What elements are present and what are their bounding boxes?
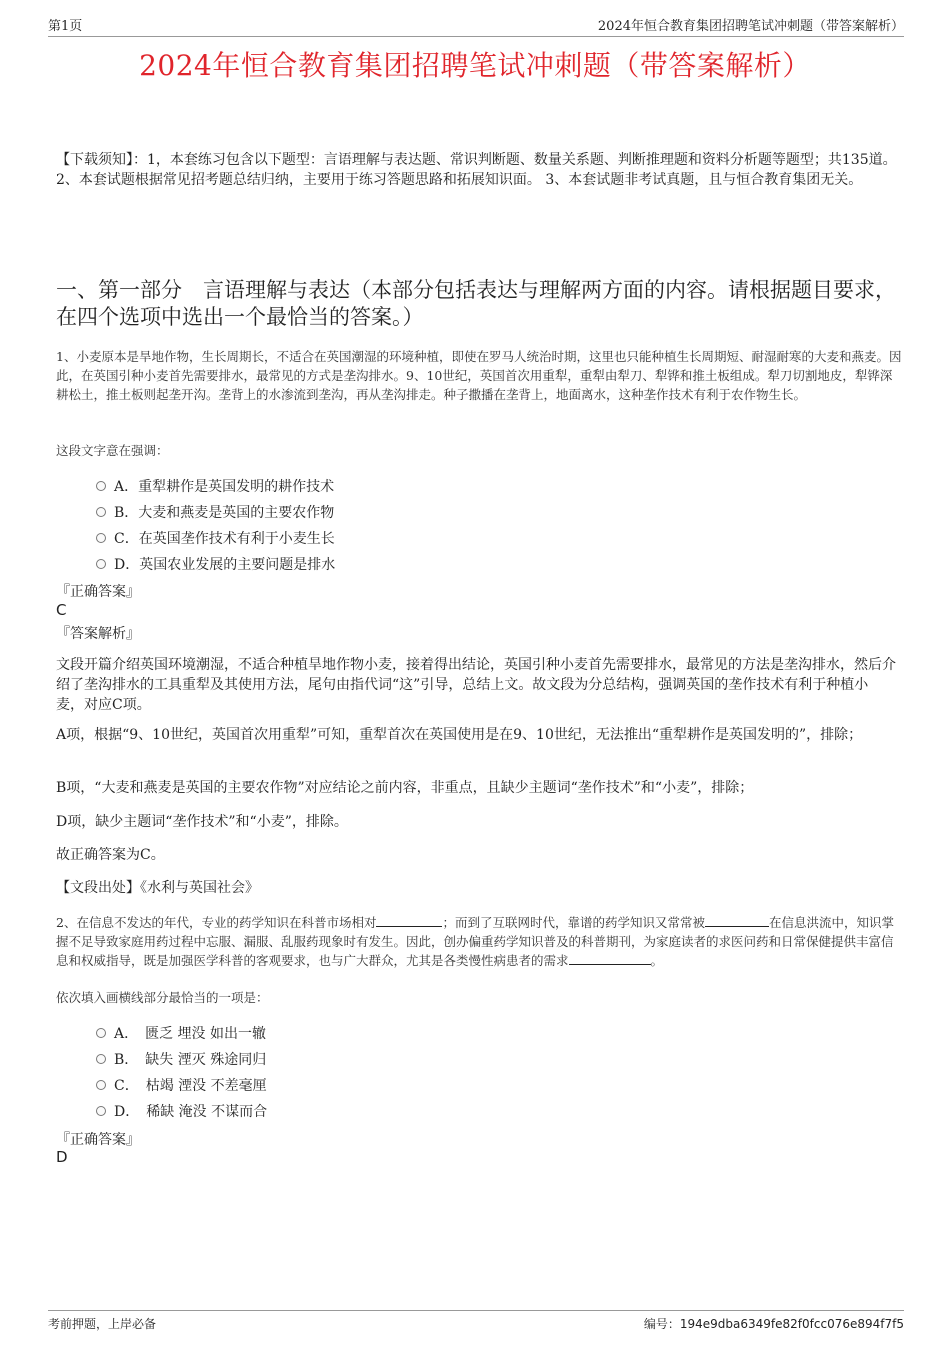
option-label: C． 枯竭 湮没 不差毫厘 <box>114 1078 267 1094</box>
header-doc-title: 2024年恒合教育集团招聘笔试冲刺题（带答案解析） <box>597 19 904 34</box>
q1-option-d[interactable] <box>96 554 335 574</box>
radio-icon[interactable] <box>96 507 106 517</box>
page-header <box>48 14 904 37</box>
section-heading: 一、第一部分 言语理解与表达（本部分包括表达与理解两方面的内容。请根据题目要求，在四个选项中选出一个最恰当的答案。） <box>56 278 896 329</box>
q2-stem-part: 在信息洪流中，知识掌握不足导致家庭用药过程中忘服、漏服、乱服药现象时有发生。因此，创办偏重药学知识普及的科普期刊，为家庭读者的求医问药和日常保健提供丰富信息和权威指导，既是加强医学科普的客观要求，也与广大群众，尤其是各类慢性病患者的需求 <box>56 915 894 968</box>
q1-stem: 1、小麦原本是旱地作物，生长周期长，不适合在英国潮湿的环境种植，即使在罗马人统治时期，这里也只能种植生长周期短、耐湿耐寒的大麦和燕麦。因此，在英国引种小麦首先需要排水，最常见的方式是垄沟排水。9、10世纪，英国首次用重犁，重犁由犁刀、犁铧和推土板组成。犁刀切割地皮，犁铧深耕松土，推土板则起垄开沟。垄背上的水渗流到垄沟，再从垄沟排走。种子撒播在垄背上，地面离水，这种垄作技术有利于农作物生长。 <box>56 349 902 402</box>
q2-option-d[interactable] <box>96 1101 267 1121</box>
q1-source: 【文段出处】《水利与英国社会》 <box>56 880 259 896</box>
q1-analysis-label: 『答案解析』 <box>56 626 140 642</box>
radio-icon[interactable] <box>96 559 106 569</box>
download-notice: 【下载须知】：1，本套练习包含以下题型：言语理解与表达题、常识判断题、数量关系题、判断推理题和资料分析题等题型；共135道。 2、本套试题根据常见招考题总结归纳，主要用于练习答题思路和拓展知识面。 3、本套试题非考试真题，且与恒合教育集团无关。 <box>56 152 897 188</box>
q1-analysis-a: A项，根据“9、10世纪，英国首次用重犁”可知，重犁首次在英国使用是在9、10世纪，无法推出“重犁耕作是英国发明的”，排除； <box>56 727 863 743</box>
footer-slogan: 考前押题，上岸必备 <box>48 1317 157 1331</box>
fill-blank-3 <box>569 952 651 965</box>
q1-analysis-summary: 文段开篇介绍英国环境潮湿，不适合种植旱地作物小麦，接着得出结论，英国引种小麦首先需要排水，最常见的方法是垄沟排水，然后介绍了垄沟排水的工具重犁及其使用方法，尾句由指代词“这”引导，总结上文。故文段为分总结构，强调英国的垄作技术有利于种植小麦，对应C项。 <box>56 657 896 713</box>
q1-option-a[interactable] <box>96 476 334 496</box>
document-code: 编号：194e9dba6349fe82f0fcc076e894f7f5 <box>643 1317 904 1331</box>
q2-question: 依次填入画横线部分最恰当的一项是： <box>56 990 269 1005</box>
radio-icon[interactable] <box>96 533 106 543</box>
option-label: D．英国农业发展的主要问题是排水 <box>114 557 336 573</box>
q2-answer: D <box>56 1148 68 1166</box>
q2-option-b[interactable] <box>96 1049 266 1069</box>
radio-icon[interactable] <box>96 1106 106 1116</box>
page-footer <box>48 1310 904 1332</box>
fill-blank-2 <box>705 914 769 927</box>
q1-answer: C <box>56 601 67 619</box>
q1-option-b[interactable] <box>96 502 334 522</box>
q1-analysis-conclusion: 故正确答案为C。 <box>56 847 165 863</box>
q1-question: 这段文字意在强调： <box>56 443 169 458</box>
radio-icon[interactable] <box>96 481 106 491</box>
q2-answer-label: 『正确答案』 <box>56 1132 140 1148</box>
q2-stem-part: 。 <box>650 953 664 968</box>
q1-analysis-d: D项，缺少主题词“垄作技术”和“小麦”，排除。 <box>56 814 348 830</box>
page-number: 第1页 <box>48 19 83 34</box>
document-title: 2024年恒合教育集团招聘笔试冲刺题（带答案解析） <box>139 49 811 82</box>
radio-icon[interactable] <box>96 1028 106 1038</box>
q2-option-a[interactable] <box>96 1023 266 1043</box>
q2-stem-part: 2、在信息不发达的年代，专业的药学知识在科普市场相对 <box>56 915 377 930</box>
q2-option-c[interactable] <box>96 1075 267 1095</box>
option-label: A． 匮乏 埋没 如出一辙 <box>114 1026 267 1042</box>
q1-answer-label: 『正确答案』 <box>56 584 140 600</box>
option-label: C．在英国垄作技术有利于小麦生长 <box>114 531 335 547</box>
fill-blank-1 <box>376 914 442 927</box>
q2-stem <box>56 913 902 970</box>
option-label: B．大麦和燕麦是英国的主要农作物 <box>114 505 335 521</box>
q2-stem-part: ；而到了互联网时代，靠谱的药学知识又常常被 <box>442 915 705 930</box>
radio-icon[interactable] <box>96 1080 106 1090</box>
q1-analysis-b: B项，“大麦和燕麦是英国的主要农作物”对应结论之前内容，非重点，且缺少主题词“垄作技术”和“小麦”，排除； <box>56 780 754 796</box>
radio-icon[interactable] <box>96 1054 106 1064</box>
option-label: A．重犁耕作是英国发明的耕作技术 <box>114 479 335 495</box>
option-label: D． 稀缺 淹没 不谋而合 <box>114 1104 268 1120</box>
q1-option-c[interactable] <box>96 528 335 548</box>
option-label: B． 缺失 湮灭 殊途同归 <box>114 1052 267 1068</box>
